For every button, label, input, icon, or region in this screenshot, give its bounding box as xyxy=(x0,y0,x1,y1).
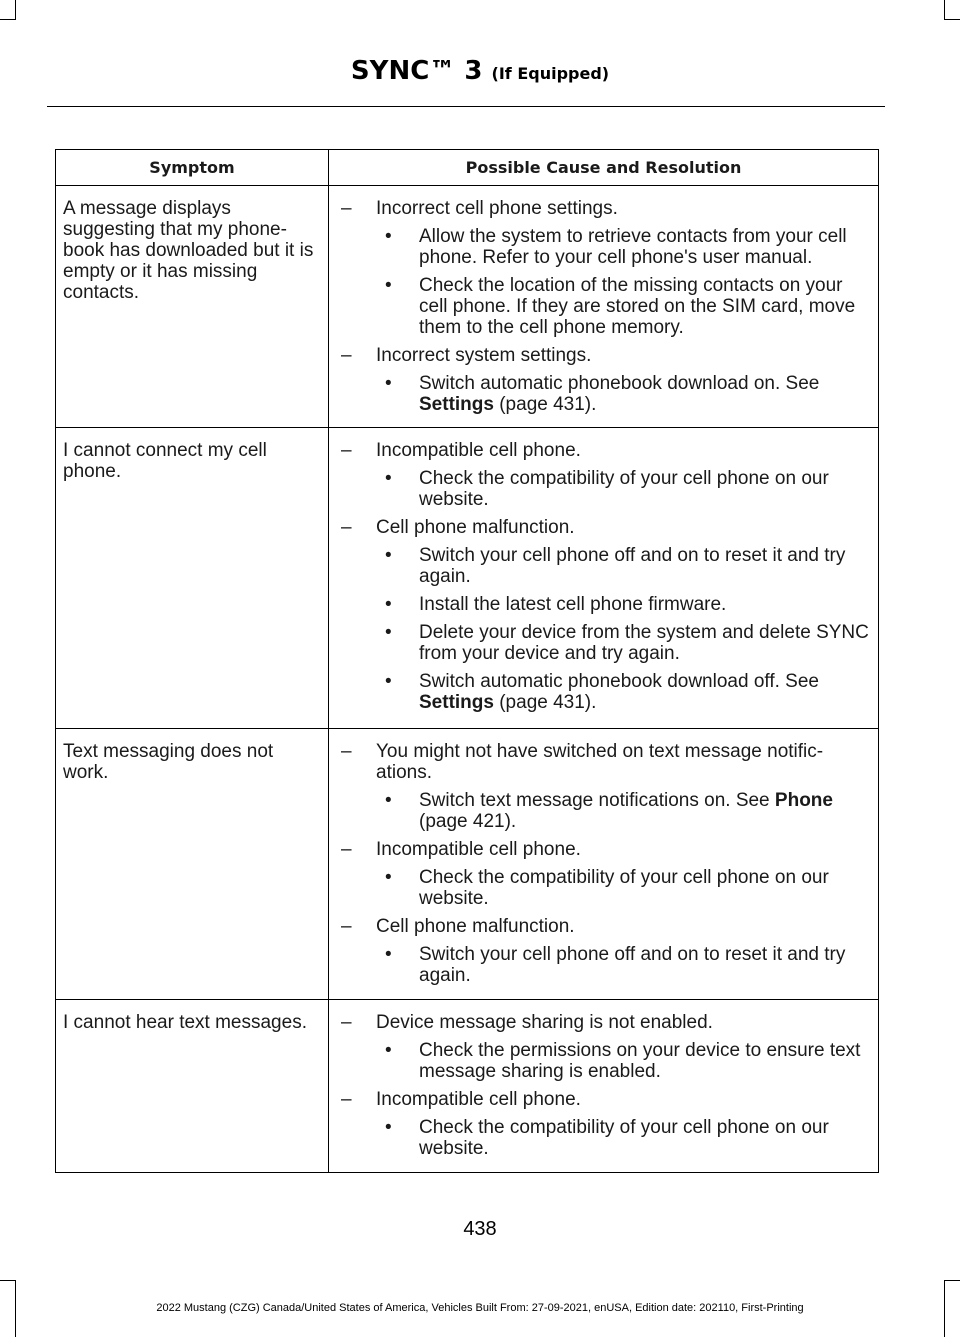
resolution-item xyxy=(341,545,872,587)
cause-item xyxy=(341,345,872,366)
cross-reference: Phone xyxy=(774,790,833,811)
cause-text: Device message sharing is not enabled. xyxy=(376,1012,713,1033)
page-header xyxy=(0,56,960,86)
cause-item xyxy=(341,916,872,937)
resolution-item xyxy=(341,373,872,415)
page-reference: (page 431). xyxy=(499,692,597,713)
cause-resolution-cell xyxy=(329,1000,879,1173)
resolution-item xyxy=(341,594,872,615)
cause-item xyxy=(341,517,872,538)
crop-mark xyxy=(944,1280,960,1281)
cause-item xyxy=(341,839,872,860)
column-header-cause-resolution: Possible Cause and Resolution xyxy=(329,150,879,186)
cause-text: You might not have switched on text message notific- ations. xyxy=(376,741,824,783)
bullet-marker: • xyxy=(385,468,392,489)
bullet-marker: • xyxy=(385,226,392,247)
resolution-text: Install the latest cell phone firmware. xyxy=(419,594,727,615)
bullet-marker: • xyxy=(385,373,392,394)
symptom-cell: A message displays suggesting that my phone- book has downloaded but it is empty or it has missing contacts. xyxy=(56,186,329,428)
resolution-text-wrap xyxy=(419,373,872,415)
cause-resolution-cell xyxy=(329,186,879,428)
resolution-item xyxy=(341,468,872,510)
dash-marker: – xyxy=(341,345,352,366)
cause-text: Cell phone malfunction. xyxy=(376,517,575,538)
resolution-text: Check the permissions on your device to ensure text message sharing is enabled. xyxy=(419,1040,861,1082)
cause-text: Incompatible cell phone. xyxy=(376,1089,581,1110)
resolution-text: Switch automatic phonebook download off. See xyxy=(419,671,819,692)
resolution-text: Allow the system to retrieve contacts from your cell phone. Refer to your cell phone's user manual. xyxy=(419,226,847,268)
cause-text: Cell phone malfunction. xyxy=(376,916,575,937)
cause-text: Incorrect system settings. xyxy=(376,345,592,366)
crop-mark xyxy=(15,0,16,19)
resolution-item xyxy=(341,275,872,338)
resolution-text-wrap xyxy=(419,468,872,510)
resolution-text-wrap xyxy=(419,790,872,832)
crop-mark xyxy=(944,19,960,20)
footer-text: 2022 Mustang (CZG) Canada/United States of America, Vehicles Built From: 27-09-2021, enUSA, Edition date: 202110, First-Printing xyxy=(156,1302,804,1314)
bullet-marker: • xyxy=(385,1040,392,1061)
resolution-text-wrap xyxy=(419,226,872,268)
resolution-item xyxy=(341,867,872,909)
dash-marker: – xyxy=(341,1089,352,1110)
symptom-cell: Text messaging does not work. xyxy=(56,729,329,1000)
dash-marker: – xyxy=(341,839,352,860)
resolution-item xyxy=(341,1040,872,1082)
resolution-text: Switch text message notifications on. See xyxy=(419,790,770,811)
resolution-text: Delete your device from the system and delete SYNC from your device and try again. xyxy=(419,622,869,664)
resolution-text: Switch your cell phone off and on to reset it and try again. xyxy=(419,944,846,986)
bullet-marker: • xyxy=(385,944,392,965)
dash-marker: – xyxy=(341,916,352,937)
troubleshooting-table xyxy=(55,149,879,1173)
resolution-text-wrap xyxy=(419,944,872,986)
dash-marker: – xyxy=(341,1012,352,1033)
cause-item xyxy=(341,1089,872,1110)
cause-item xyxy=(341,198,872,219)
symptom-cell: I cannot connect my cell phone. xyxy=(56,428,329,729)
resolution-text-wrap xyxy=(419,545,872,587)
resolution-item xyxy=(341,1117,872,1159)
header-rule xyxy=(47,106,885,107)
cause-item xyxy=(341,1012,872,1033)
resolution-text-wrap xyxy=(419,594,872,615)
dash-marker: – xyxy=(341,741,352,762)
resolution-text: Switch your cell phone off and on to reset it and try again. xyxy=(419,545,846,587)
table-header-row xyxy=(56,150,879,186)
resolution-item xyxy=(341,226,872,268)
resolution-text-wrap xyxy=(419,1040,872,1082)
resolution-text-wrap xyxy=(419,275,872,338)
resolution-text: Check the compatibility of your cell phone on our website. xyxy=(419,867,829,909)
cause-text: Incompatible cell phone. xyxy=(376,440,581,461)
resolution-text-wrap xyxy=(419,867,872,909)
resolution-item xyxy=(341,790,872,832)
table-row xyxy=(56,1000,879,1173)
bullet-marker: • xyxy=(385,275,392,296)
header-title: SYNC™ 3 xyxy=(350,56,483,86)
dash-marker: – xyxy=(341,517,352,538)
bullet-marker: • xyxy=(385,594,392,615)
resolution-text: Switch automatic phonebook download on. See xyxy=(419,373,820,394)
cause-text: Incorrect cell phone settings. xyxy=(376,198,618,219)
bullet-marker: • xyxy=(385,545,392,566)
resolution-item xyxy=(341,671,872,713)
resolution-text: Check the location of the missing contacts on your cell phone. If they are stored on the SIM card, move them to the cell phone memory. xyxy=(419,275,856,338)
crop-mark xyxy=(0,1280,16,1281)
page-number: 438 xyxy=(463,1218,497,1240)
bullet-marker: • xyxy=(385,867,392,888)
bullet-marker: • xyxy=(385,622,392,643)
resolution-text-wrap xyxy=(419,1117,872,1159)
cause-resolution-cell xyxy=(329,428,879,729)
cause-resolution-cell xyxy=(329,729,879,1000)
cross-reference: Settings xyxy=(419,394,494,415)
dash-marker: – xyxy=(341,440,352,461)
bullet-marker: • xyxy=(385,671,392,692)
cross-reference: Settings xyxy=(419,692,494,713)
page-reference: (page 421). xyxy=(419,811,517,832)
cause-item xyxy=(341,440,872,461)
crop-mark xyxy=(944,0,945,19)
page-reference: (page 431). xyxy=(499,394,597,415)
resolution-item xyxy=(341,944,872,986)
table-row xyxy=(56,186,879,428)
crop-mark xyxy=(0,19,16,20)
table-row xyxy=(56,428,879,729)
symptom-cell: I cannot hear text messages. xyxy=(56,1000,329,1173)
table-row xyxy=(56,729,879,1000)
column-header-symptom: Symptom xyxy=(56,150,329,186)
resolution-text: Check the compatibility of your cell phone on our website. xyxy=(419,1117,829,1159)
bullet-marker: • xyxy=(385,1117,392,1138)
dash-marker: – xyxy=(341,198,352,219)
header-subtitle: (If Equipped) xyxy=(491,64,610,83)
bullet-marker: • xyxy=(385,790,392,811)
resolution-text-wrap xyxy=(419,622,872,664)
cause-text: Incompatible cell phone. xyxy=(376,839,581,860)
resolution-text-wrap xyxy=(419,671,872,713)
resolution-text: Check the compatibility of your cell phone on our website. xyxy=(419,468,829,510)
resolution-item xyxy=(341,622,872,664)
cause-item xyxy=(341,741,872,783)
